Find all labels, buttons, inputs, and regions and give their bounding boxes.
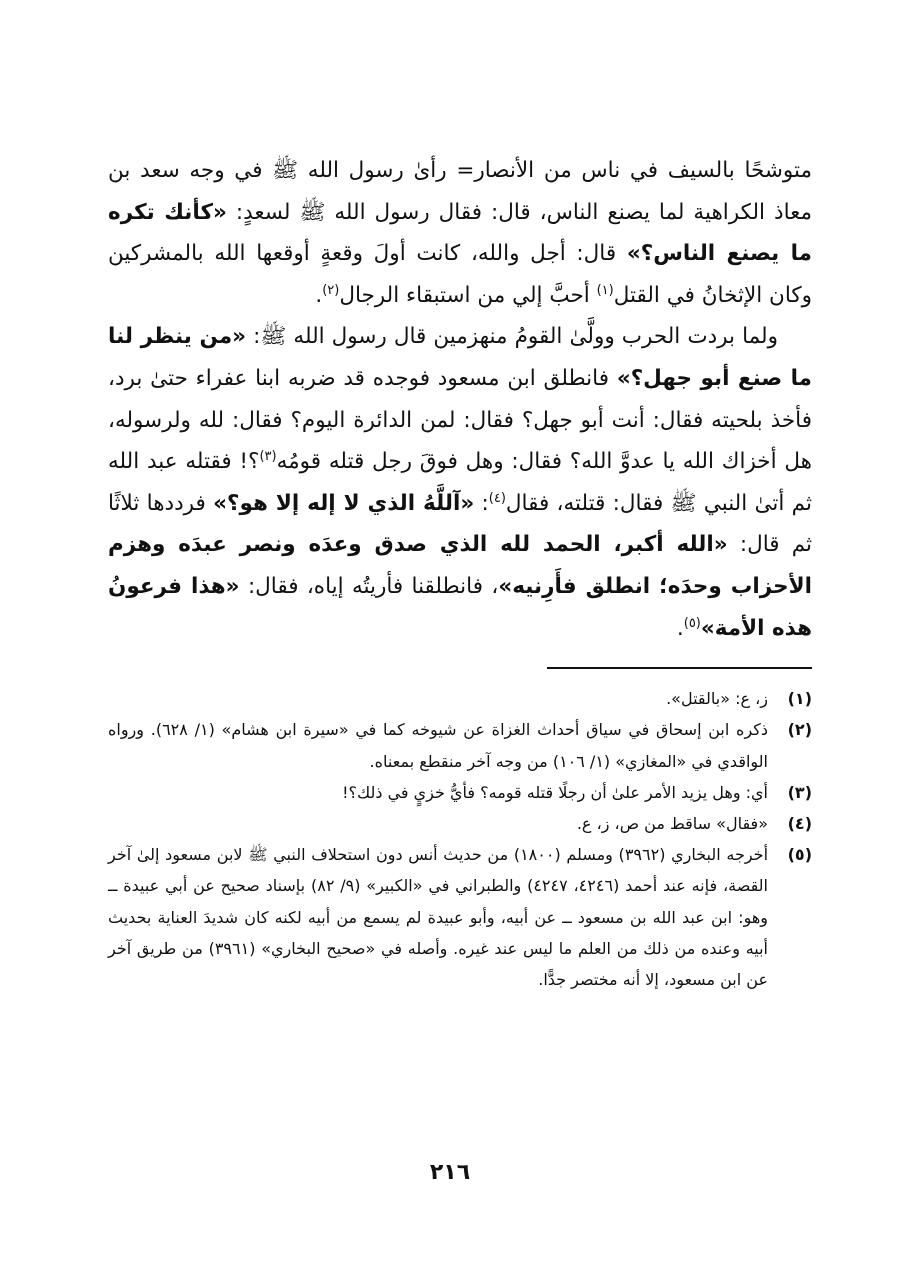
- footnote-ref-2: (٢): [322, 282, 340, 298]
- footnote-number: (٣): [787, 782, 812, 802]
- paragraph-2-text-2: فانطلق ابن مسعود فوجده قد ضربه ابنا عفراء حتىٰ برد، فأخذ بلحيته فقال: أنت أبو جهل؟ فقال: لمن الدائرة اليوم؟ فقال: لله ولرسوله، هل أخزاك الله يا عدوَّ الله؟ فقال: وهل فوقَ رجل قتله قومُه: [108, 365, 812, 475]
- footnote-number: (٢): [787, 720, 812, 740]
- footnote-ref-5: (٥): [683, 615, 701, 631]
- page-number: ٢١٦: [429, 1160, 471, 1185]
- footnote-separator: [547, 667, 812, 669]
- footnote-1: [108, 683, 812, 714]
- footnote-number: (٤): [787, 813, 812, 833]
- paragraph-1: [108, 150, 812, 316]
- paragraph-1-text-2: قال: أجل والله، كانت أولَ وقعةٍ أوقعها الله بالمشركين وكان الإثخانُ في القتل: [108, 241, 812, 308]
- paragraph-1-text-3: أحبَّ إلي من استبقاء الرجال: [339, 282, 597, 308]
- hadith-quote-3: «آللَّهُ الذي لا إله إلا هو؟»: [213, 490, 475, 516]
- footnote-3: [108, 777, 812, 808]
- hadith-quote-1: «كأنك تكره ما يصنع الناس؟»: [108, 199, 812, 267]
- paragraph-2-text-3: ؟! فقتله عبد الله ثم أتىٰ النبي ﷺ فقال: قتلته، فقال: [108, 449, 812, 516]
- main-text: [108, 150, 812, 649]
- paragraph-1-text-4: .: [315, 282, 323, 308]
- footnote-ref-1: (١): [596, 282, 614, 298]
- paragraph-2-text-1: ولما بردت الحرب وولَّىٰ القومُ منهزمين قال رسول الله ﷺ:: [246, 324, 778, 350]
- footnote-ref-3: (٣): [259, 449, 277, 464]
- hadith-quote-5: «هذا فرعونُ هذه الأمة»: [108, 573, 812, 641]
- footnote-text: أخرجه البخاري (٣٩٦٢) ومسلم (١٨٠٠) من حديث أنس دون استحلاف النبي ﷺ لابن مسعود إلىٰ آخر القصة، فإنه عند أحمد (٤٢٤٦، ٤٢٤٧) والطبراني في «الكبير» (٩/ ٨٢) بإسناد صحيح عن أبي عبيدة ــ وهو: ابن عبد الله بن مسعود ــ عن أبيه، وأبو عبيدة لم يسمع من أبيه لكنه كان شديدَ العناية بحديث أبيه وعنده من ذلك من العلم ما ليس عند غيره. وأصله في «صحيح البخاري» (٣٩٦١) من طريق آخر عن ابن مسعود، إلا أنه مختصر جدًّا.: [108, 845, 769, 989]
- footnote-5: [108, 839, 812, 995]
- footnote-text: ز، ع: «بالقتل».: [666, 689, 768, 709]
- paragraph-2-text-4: :: [474, 490, 489, 516]
- footnote-2: [108, 714, 812, 776]
- footnote-text: «فقال» ساقط من ص، ز، ع.: [576, 813, 768, 833]
- paragraph-1-text-1: متوشحًا بالسيف في ناس من الأنصار= رأىٰ رسول الله ﷺ في وجه سعد بن معاذ الكراهية لما يصنع الناس، قال: فقال رسول الله ﷺ لسعدٍ:: [108, 158, 813, 225]
- paragraph-2-text-5: فرددها ثلاثًا ثم قال:: [108, 490, 812, 558]
- book-page: [108, 150, 812, 995]
- paragraph-2-text-7: .: [676, 615, 684, 641]
- footnote-text: أي: وهل يزيد الأمر علىٰ أن رجلًا قتله قومه؟ فأيُّ خزيٍ في ذلك؟!: [342, 782, 768, 802]
- footnote-ref-4: (٤): [488, 490, 506, 506]
- footnote-4: [108, 808, 812, 839]
- footnote-number: (١): [787, 689, 812, 709]
- footnotes: [108, 683, 812, 995]
- paragraph-2: [108, 316, 812, 649]
- hadith-quote-4: «الله أكبر، الحمد لله الذي صدق وعدَه ونصر عبدَه وهزم الأحزاب وحدَه؛ انطلق فأَرِنيه»: [108, 532, 812, 599]
- paragraph-2-text-6: ، فانطلقنا فأريتُه إياه، فقال:: [239, 573, 499, 599]
- hadith-quote-2: «من ينظر لنا ما صنع أبو جهل؟»: [108, 324, 812, 391]
- footnote-text: ذكره ابن إسحاق في سياق أحداث الغزاة عن شيوخه كما في «سيرة ابن هشام» (١/ ٦٢٨). ورواه الواقدي في «المغازي» (١/ ١٠٦) من وجه آخر منقطع بمعناه.: [108, 720, 769, 771]
- footnote-number: (٥): [787, 845, 812, 865]
